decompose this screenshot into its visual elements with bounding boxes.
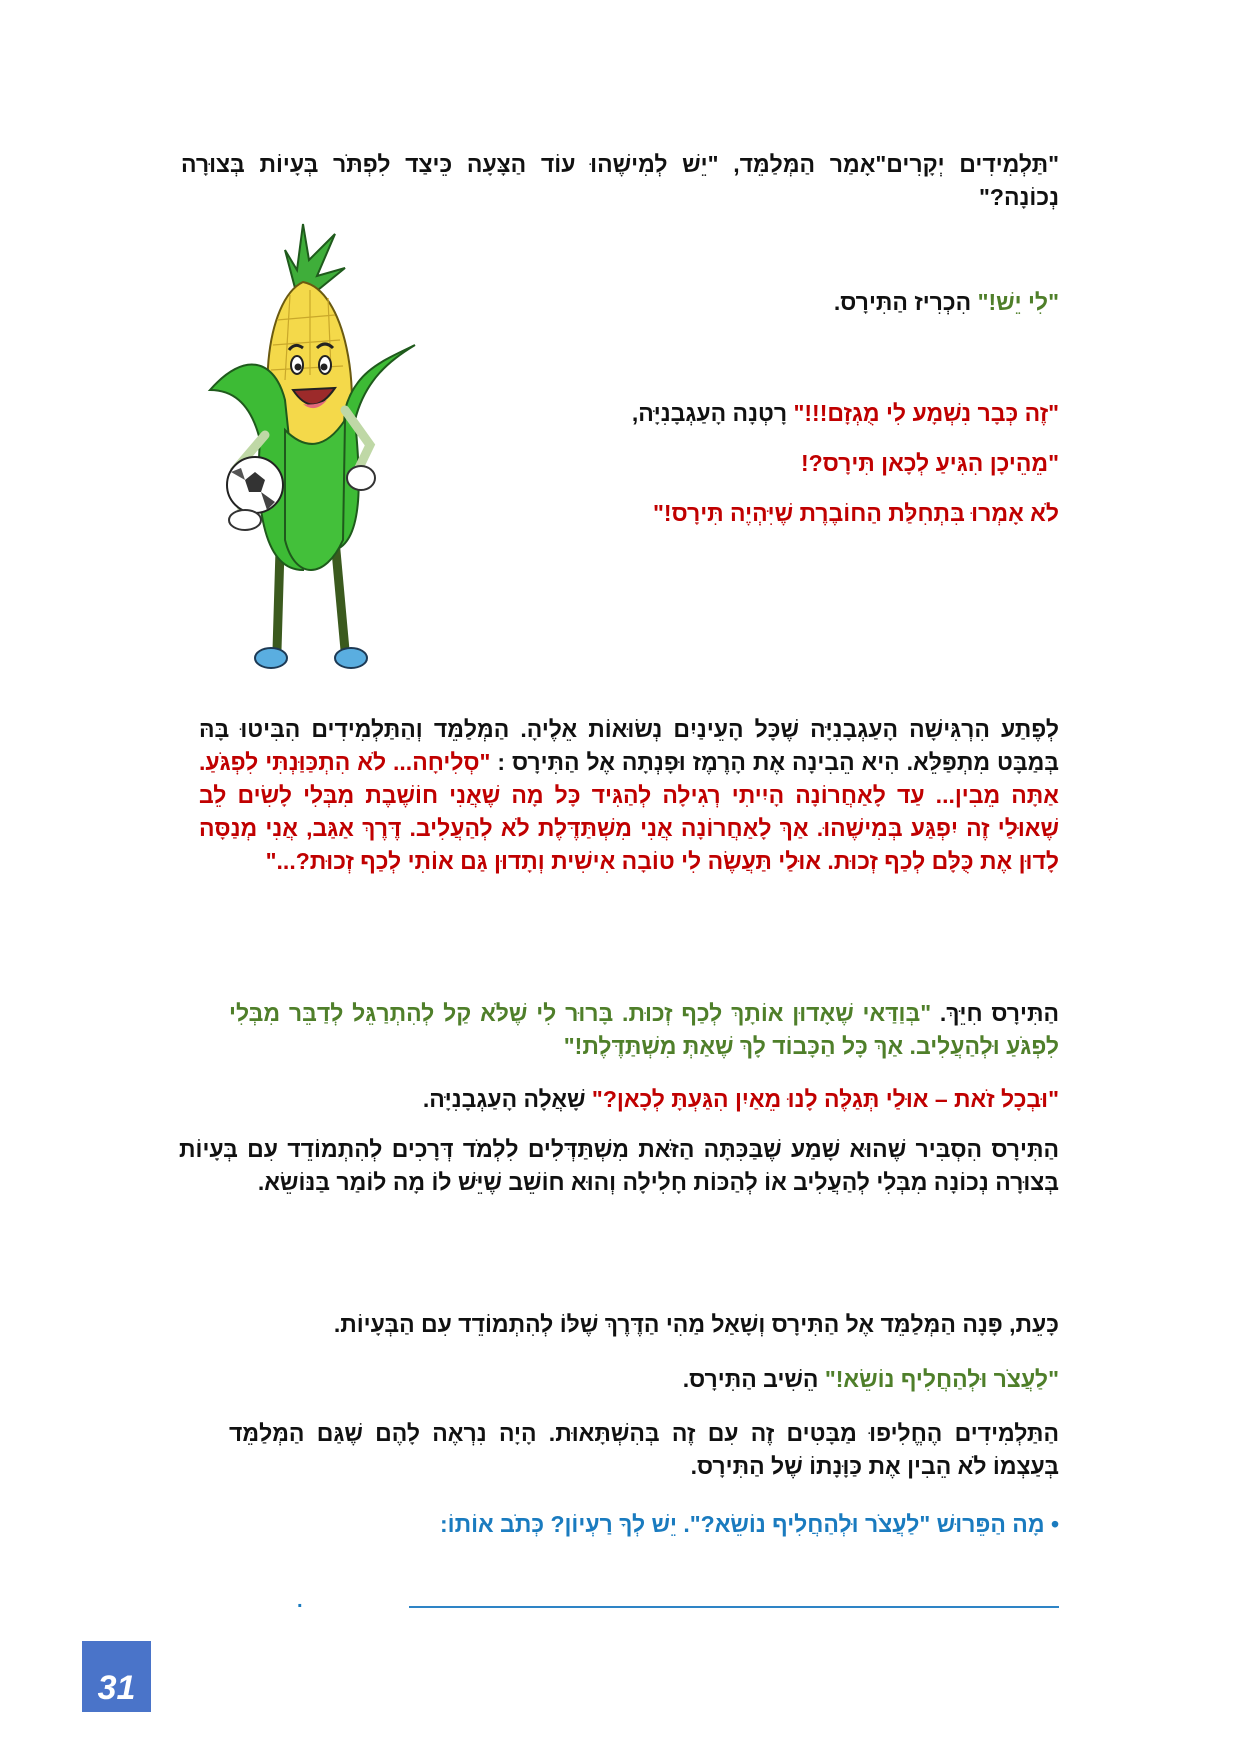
tomato-speech: "זֶה כְּבָר נִשְׁמָע לִי מֻגְזָם!!!": [793, 400, 1059, 426]
corn-speech: "לִי יֵשׁ!": [977, 289, 1059, 315]
teacher-question-paragraph: [181, 148, 1059, 214]
paragraph-text: "תַּלְמִידִים יְקָרִים"אָמַר הַמְּלַמֵּד, "יֵשׁ לְמִישֶׁהוּ עוֹד הַצָּעָה כֵּיצַד לִפְתֹּר בְּעָיוֹת בְּצוּרָה נְכוֹנָה?": [181, 151, 1059, 210]
tomato-apology-speech: "סְלִיחָה... לֹא הִתְכַּוַּנְתִּי לִפְגֹּעַ. אַתָּה מֵבִין... עַד לָאַחֲרוֹנָה הָיִיתִי רְגִילָה לְהַגִּיד כָּל מָה שֶׁאֲנִי חוֹשֶׁבֶת מִבְּלִי לָשִׂים לֵב שֶׁאוּלַי זֶה יִפְגַּע בְּמִישֶׁהוּ. אַךְ לָאַחֲרוֹנָה אֲנִי מִשְׁתַּדֶּלֶת לֹא לְהַעֲלִיב. דֶּרֶךְ אַגַּב, אֲנִי מְנַסָּה לָדוּן אֶת כֻּלָּם לְכַף זְכוּת. אוּלַי תַּעֲשֶׂה לִי טוֹבָה אִישִׁית וְתָדוּן גַּם אוֹתִי לְכַף זְכוּת?...": [199, 749, 1059, 874]
tomato-speech-line-2: [499, 447, 1059, 480]
tomato-speech: "מֵהֵיכָן הִגִּיעַ לְכָאן תִּירָס?!: [800, 450, 1059, 476]
corn-explains-paragraph: [179, 1133, 1059, 1199]
narration-text: הַתַּלְמִידִים הֶחֱלִיפוּ מַבָּטִים זֶה עִם זֶה בְּהִשְׁתָּאוּת. הָיָה נִרְאֶה לָהֶם שֶׁגַּם הַמְּלַמֵּד בְּעַצְמוֹ לֹא הֵבִין אֶת כַּוָּנָתוֹ שֶׁל הַתִּירָס.: [229, 1420, 1059, 1479]
narration-text: שָׁאֲלָה הָעַגְבָנִיָּה.: [422, 1086, 592, 1112]
corn-smiles-paragraph: [229, 997, 1059, 1063]
page-number: 31: [97, 1669, 136, 1707]
corn-speech: "בְּוַדַּאי שֶׁאָדוּן אוֹתָךְ לְכַף זְכוּת. בָּרוּר לִי שֶׁלֹּא קַל לְהִתְרַגֵּל לְדַבֵּר מִבְּלִי לִפְגֹּעַ וּלְהַעֲלִיב. אַךְ כָּל הַכָּבוֹד לָךְ שֶׁאַתְּ מִשְׁתַּדֶּלֶת!": [229, 1000, 1059, 1059]
students-exchange-looks-paragraph: [229, 1417, 1059, 1483]
tomato-speech: "וּבְכָל זֹאת – אוּלַי תְּגַלֶּה לָנוּ מֵאַיִן הִגַּעְתָּ לְכָאן?": [591, 1086, 1059, 1112]
corn-mascot-illustration: [185, 210, 425, 670]
question-text: • מָה הַפֵּרוּשׁ "לַעֲצֹר וּלְהַחֲלִיף נוֹשֵׂא?". יֵשׁ לְךָ רַעְיוֹן? כְּתֹב אוֹתוֹ:: [439, 1511, 1059, 1537]
page-number-badge: [82, 1641, 151, 1712]
corn-answer-paragraph: [459, 1363, 1059, 1396]
narration-text: כָּעֵת, פָּנָה הַמְּלַמֵּד אֶל הַתִּירָס וְשָׁאַל מַהִי הַדֶּרֶךְ שֶׁלּוֹ לְהִתְמוֹדֵד עִם הַבְּעָיוֹת.: [333, 1311, 1059, 1337]
tomato-speech: לֹא אָמְרוּ בִּתְחִלַּת הַחוֹבֶרֶת שֶׁיִּהְיֶה תִּירָס!": [653, 500, 1059, 526]
tomato-apology-paragraph: [199, 713, 1059, 878]
narration-text: הִכְרִיז הַתִּירָס.: [833, 289, 978, 315]
corn-speech: "לַעֲצֹר וּלְהַחֲלִיף נוֹשֵׂא!": [824, 1366, 1059, 1392]
answer-line-end-mark: .: [297, 1590, 303, 1612]
tomato-asks-paragraph: [259, 1083, 1059, 1116]
answer-write-line[interactable]: [409, 1606, 1059, 1608]
tomato-grumbles-paragraph: [499, 397, 1059, 430]
narration-text: לְפֶתַע הִרְגִּישָׁה הָעַגְבָנִיָּה שֶׁכָּל הָעֵינַיִם נְשׂוּאוֹת אֵלֶיהָ. הַמְּלַמֵּד וְהַתַּלְמִידִים הִבִּיטוּ בָּהּ בְּמַבָּט מִתְפַּלֵּא. הִיא הֵבִינָה אֶת הָרֶמֶז וּפָנְתָה אֶל הַתִּירָס :: [199, 716, 1059, 775]
tomato-speech-line-3: [499, 497, 1059, 530]
narration-text: הַתִּירָס הִסְבִּיר שֶׁהוּא שָׁמַע שֶׁבַּכִּתָּה הַזֹּאת מִשְׁתַּדְּלִים לִלְמֹד דְּרָכִים לְהִתְמוֹדֵד עִם בְּעָיוֹת בְּצוּרָה נְכוֹנָה מִבְּלִי לְהַעֲלִיב אוֹ לְהַכּוֹת חָלִילָה וְהוּא חוֹשֵׁב שֶׁיֵּשׁ לוֹ מָה לוֹמַר בַּנּוֹשֵׂא.: [179, 1136, 1059, 1195]
exercise-question: [259, 1508, 1059, 1541]
corn-exclaims-paragraph: [459, 286, 1059, 319]
narration-text: הֵשִׁיב הַתִּירָס.: [682, 1366, 825, 1392]
narration-text: הַתִּירָס חִיֵּךְ.: [931, 1000, 1059, 1026]
narration-text: רָטְנָה הָעַגְבָנִיָּה,: [631, 400, 794, 426]
teacher-asks-corn-paragraph: [179, 1308, 1059, 1341]
